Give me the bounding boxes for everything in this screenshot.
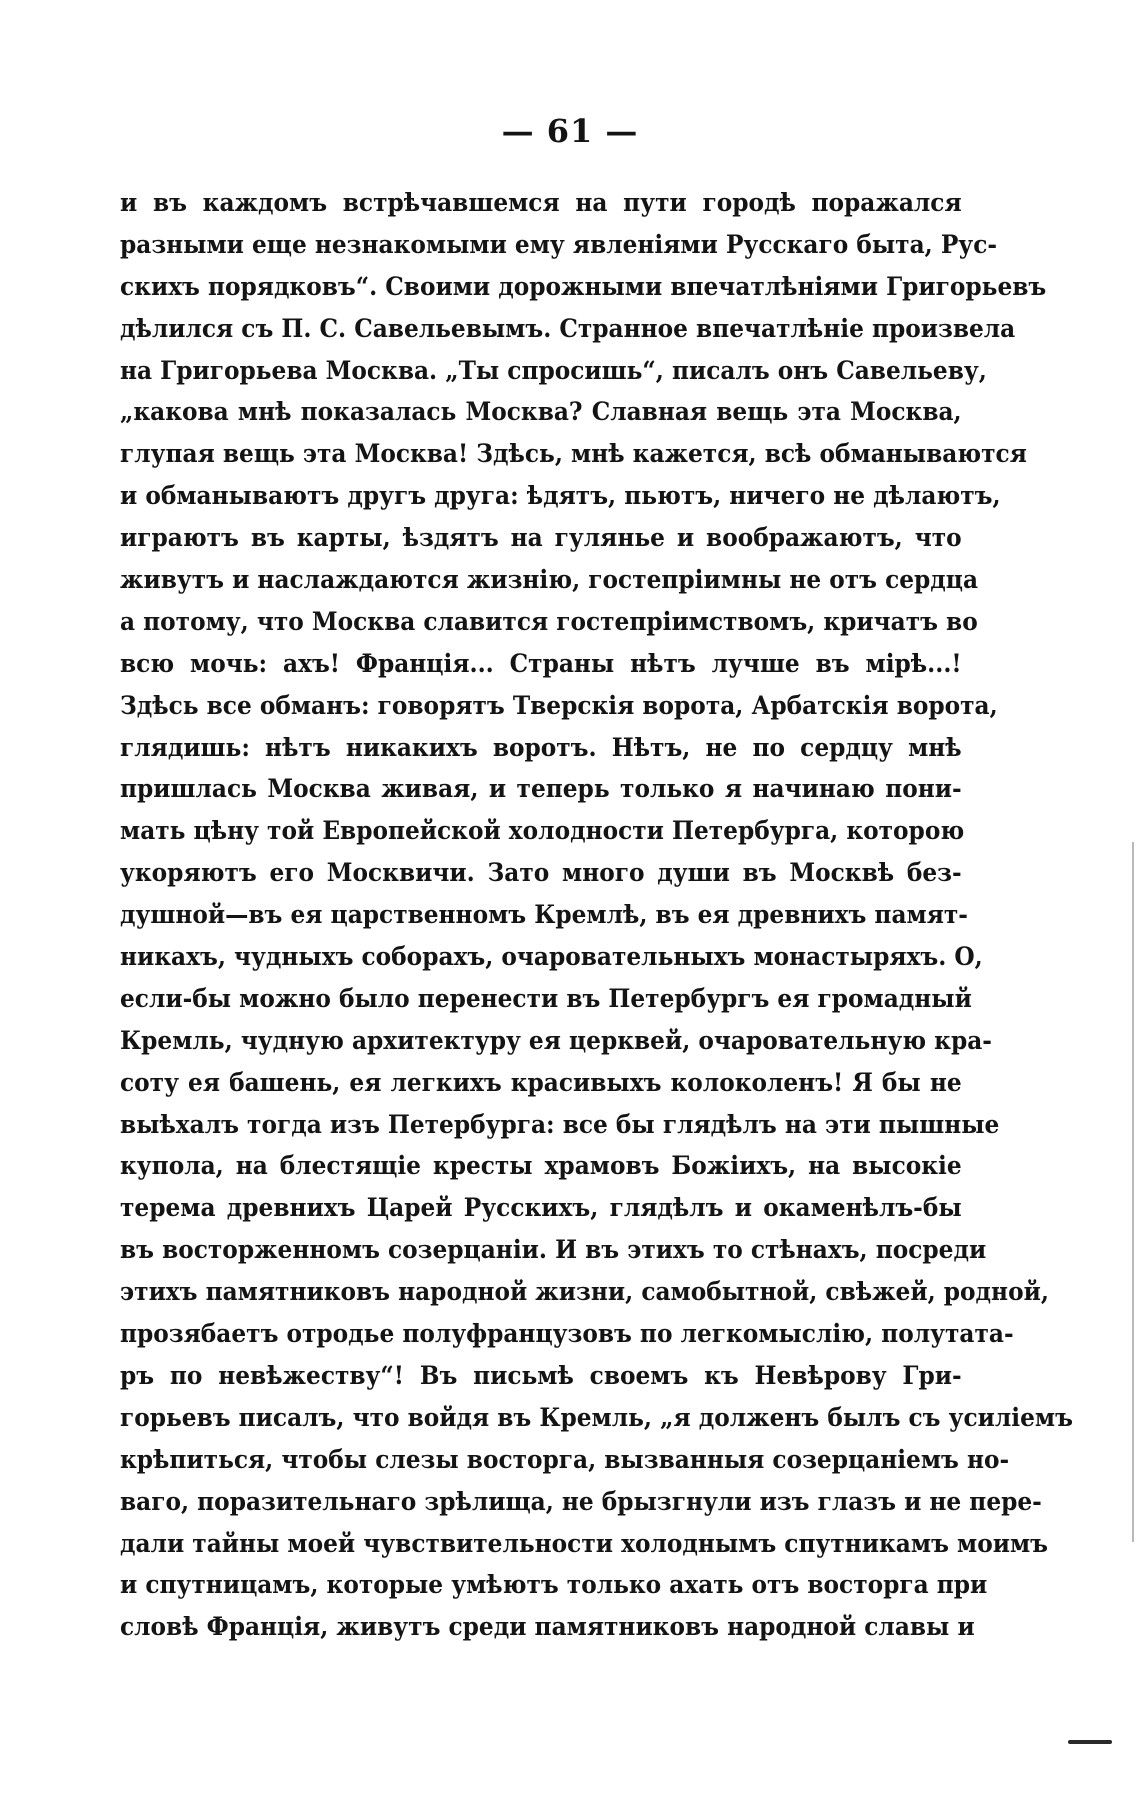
text-line: крѣпиться, чтобы слезы восторга, вызванныя созерцаніемъ но- [120, 1444, 1010, 1474]
text-line: этихъ памятниковъ народной жизни, самобытной, свѣжей, родной, [120, 1277, 1049, 1307]
text-line: терема древнихъ Царей Русскихъ, глядѣлъ и окаменѣлъ-бы [120, 1193, 962, 1223]
text-line: „какова мнѣ показалась Москва? Славная вещь эта Москва, [120, 397, 962, 427]
text-line: пришлась Москва живая, и теперь только я начинаю пони- [120, 774, 962, 804]
text-line: глядишь: нѣтъ никакихъ воротъ. Нѣтъ, не по сердцу мнѣ [120, 732, 962, 762]
text-line: Здѣсь все обманъ: говорятъ Тверскія ворота, Арбатскія ворота, [120, 690, 998, 720]
text-line: Кремль, чудную архитектуру ея церквей, очаровательную кра- [120, 1025, 992, 1055]
text-line: на Григорьева Москва. „Ты спросишь“, писалъ онъ Савельеву, [120, 355, 987, 385]
text-line: и спутницамъ, которые умѣютъ только ахать отъ восторга при [120, 1570, 988, 1600]
text-line: мать цѣну той Европейской холодности Петербурга, которою [120, 816, 965, 846]
page-number: — 61 — [501, 112, 639, 150]
text-line: ваго, поразительнаго зрѣлища, не брызгнули изъ глазъ и не пере- [120, 1486, 1042, 1516]
text-line: дѣлился съ П. С. Савельевымъ. Странное впечатлѣніе произвела [120, 313, 1016, 343]
text-line: всю мочь: ахъ! Франція... Страны нѣтъ лучше въ мірѣ...! [120, 648, 962, 678]
text-line: а потому, что Москва славится гостепріимствомъ, кричатъ во [120, 606, 978, 636]
scan-edge-line [1132, 842, 1134, 1542]
text-line: купола, на блестящіе кресты храмовъ Божіихъ, на высокіе [120, 1151, 962, 1181]
text-line: выѣхалъ тогда изъ Петербурга: все бы глядѣлъ на эти пышные [120, 1109, 1000, 1139]
text-line: никахъ, чудныхъ соборахъ, очаровательныхъ монастыряхъ. О, [120, 942, 983, 972]
body-text [120, 182, 1073, 1642]
text-line: разными еще незнакомыми ему явленіями Русскаго быта, Рус- [120, 229, 998, 259]
text-line: душной—въ ея царственномъ Кремлѣ, въ ея древнихъ памят- [120, 900, 968, 930]
text-line: живутъ и наслаждаются жизнію, гостепріимны не отъ сердца [120, 565, 979, 595]
text-line: дали тайны моей чувствительности холоднымъ спутникамъ моимъ [120, 1528, 1048, 1558]
text-line: если-бы можно было перенести въ Петербургъ ея громадный [120, 983, 972, 1013]
text-line: и въ каждомъ встрѣчавшемся на пути городѣ поражался [120, 188, 962, 217]
text-line: въ восторженномъ созерцаніи. И въ этихъ то стѣнахъ, посреди [120, 1235, 987, 1265]
text-line: горьевъ писалъ, что войдя въ Кремль, „я долженъ былъ съ усиліемъ [120, 1402, 1073, 1432]
text-line: играютъ въ карты, ѣздятъ на гулянье и воображаютъ, что [120, 523, 962, 553]
text-line: словѣ Франція, живутъ среди памятниковъ народной славы и [120, 1612, 975, 1642]
text-line: укоряютъ его Москвичи. Зато много души въ Москвѣ без- [120, 858, 962, 888]
text-line: глупая вещь эта Москва! Здѣсь, мнѣ кажется, всѣ обманываются [120, 439, 1027, 469]
scan-edge-mark [1068, 1740, 1112, 1744]
text-line: соту ея башень, ея легкихъ красивыхъ колоколенъ! Я бы не [120, 1067, 962, 1097]
text-line: прозябаетъ отродье полуфранцузовъ по легкомыслію, полутата- [120, 1319, 1014, 1349]
text-line: ръ по невѣжеству“! Въ письмѣ своемъ къ Невѣрову Гри- [120, 1360, 962, 1390]
text-line: скихъ порядковъ“. Своими дорожными впечатлѣніями Григорьевъ [120, 271, 1047, 301]
text-line: и обманываютъ другъ друга: ѣдятъ, пьютъ, ничего не дѣлаютъ, [120, 481, 1001, 511]
